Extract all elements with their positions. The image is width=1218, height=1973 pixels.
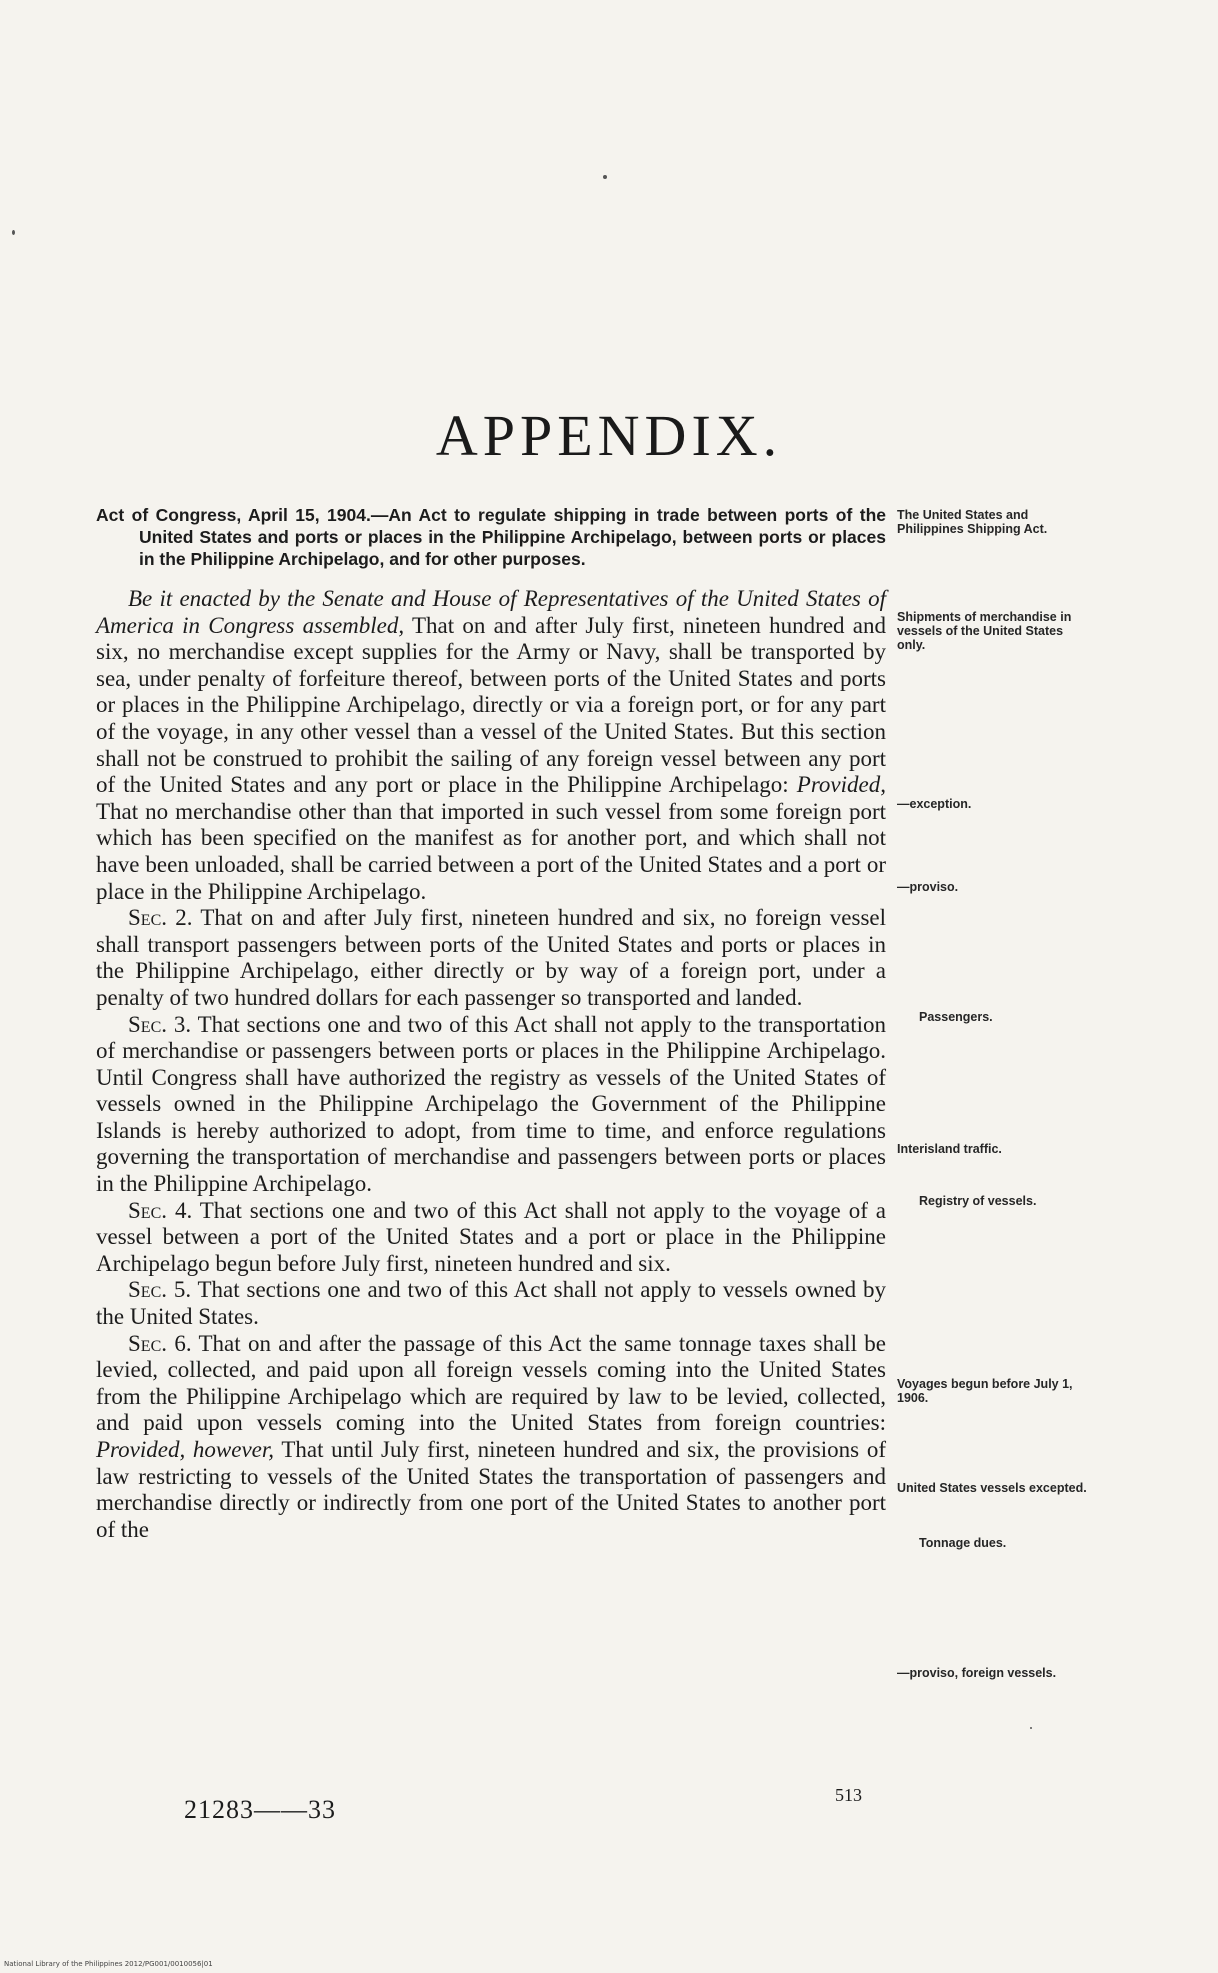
paragraph-section-6 [96,1331,886,1544]
sidenote-shipping-act: The United States and Philippines Shipping Act. [897,508,1048,536]
proviso-however: Provided, however, [96,1437,275,1462]
sidenote-exception: —exception. [897,797,972,811]
signature-mark: 21283——33 [184,1795,336,1824]
page-number: 513 [835,1785,862,1805]
paragraph-section-2 [96,905,886,1011]
section-3-text: 3. That sections one and two of this Act shall not apply to the transportation of merchandise or passengers between ports or places in the Philippine Archipelago. Until Congress shall have authorized the registry as vessels of the United States of vessels owned in the Philippine Archipelago the Government of the Philippine Islands is hereby authorized to adopt, from time to time, and enforce regulations governing the transportation of merchandise and passengers between ports or places in the Philippine Archipelago. [96,1011,886,1197]
sec-label: Sec. [128,1330,167,1356]
paragraph-section-5 [96,1277,886,1330]
section-2-text: 2. That on and after July first, nineteen hundred and six, no foreign vessel shall transport passengers between ports of the United States and ports or places in the Philippine Archipelago, either directly or by way of a foreign port, under a penalty of two hundred dollars for each passenger so transported and landed. [96,905,886,1010]
sec-label: Sec. [128,905,167,931]
sidenote-shipments: Shipments of merchandise in vessels of the United States only. [897,610,1072,652]
section-4-text: 4. That sections one and two of this Act shall not apply to the voyage of a vessel between a port of the United States and a port or place in the Philippine Archipelago begun before July first, nineteen hundred and six. [96,1197,886,1276]
scan-speck [603,175,607,179]
scan-speck [1030,1727,1032,1729]
act-title: Act of Congress, April 15, 1904.—An Act to regulate shipping in trade between ports of the United States and ports or places in the Philippine Archipelago, between ports or places in the Philippine Archipelago, and for other purposes. [96,505,886,569]
sec-label: Sec. [128,1011,167,1037]
sidenote-proviso-foreign: —proviso, foreign vessels. [897,1666,1057,1680]
section-6-text-a: 6. That on and after the passage of this Act the same tonnage taxes shall be levied, collected, and paid upon all foreign vessels coming into the United States from the Philippine Archipelago which are required by law to be levied, collected, and paid upon vessels coming into the United States from foreign countries: [96,1330,886,1436]
scan-footer: National Library of the Philippines 2012/PG001/0010056|01 [4,1960,213,1968]
sidenote-registry: Registry of vessels. [919,1194,1037,1208]
main-text [96,504,886,1543]
enacting-clause: Be it enacted by the Senate and House of Representatives of the United States of America in Congress assembled, [96,586,886,638]
paragraph-section-1 [96,586,886,905]
section-1-text-b: That no merchandise other than that imported in such vessel from some foreign port which has been specified on the manifest as for another port, and which shall not have been unloaded, shall be carried between a port of the United States and a port or place in the Philippine Archipelago. [96,798,886,904]
sidenote-proviso: —proviso. [897,880,959,894]
section-1-text-a: That on and after July first, nineteen hundred and six, no merchandise except supplies for the Army or Navy, shall be transported by sea, under penalty of forfeiture thereof, between ports of the United States and ports or places in the Philippine Archipelago, directly or via a foreign port, or for any part of the voyage, in any other vessel than a vessel of the United States. But this section shall not be construed to prohibit the sailing of any foreign vessel between any port of the United States and any port or place in the Philippine Archipelago: [96,612,886,798]
sidenote-tonnage: Tonnage dues. [919,1536,1007,1550]
sidenote-voyages: Voyages begun before July 1, 1906. [897,1377,1073,1405]
scan-speck [12,230,15,235]
page-heading: APPENDIX. [435,403,783,468]
paragraph-section-3 [96,1012,886,1198]
sidenote-us-vessels: United States vessels excepted. [897,1481,1087,1495]
sec-label: Sec. [128,1277,167,1303]
sidenote-passengers: Passengers. [919,1010,993,1024]
proviso-word: Provided, [796,772,886,798]
sidenote-interisland: Interisland traffic. [897,1142,1002,1156]
section-5-text: 5. That sections one and two of this Act shall not apply to vessels owned by the United States. [96,1277,886,1330]
section-6-text-b: That until July first, nineteen hundred and six, the provisions of law restricting to vessels of the United States the transportation of passengers and merchandise directly or indirectly from one port of the United States to another port of the [96,1437,886,1542]
paragraph-section-4 [96,1198,886,1278]
sec-label: Sec. [128,1197,167,1223]
